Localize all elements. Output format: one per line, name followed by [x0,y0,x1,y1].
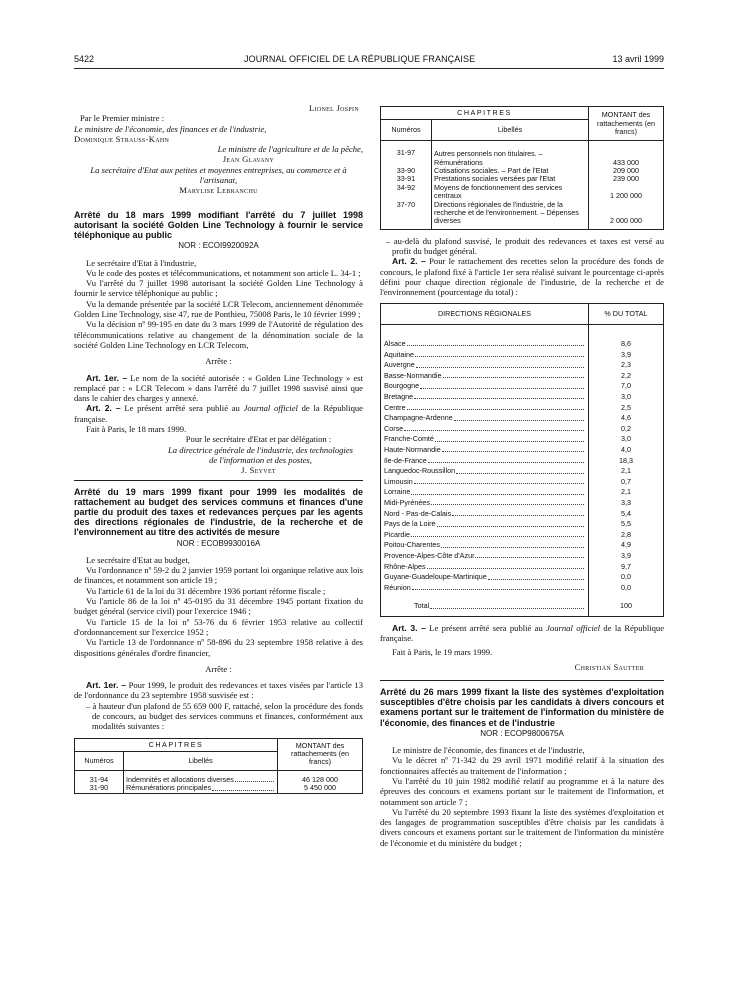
arrete-heading: Arrête : [205,663,232,674]
chapter-amount: 46 128 000 [278,770,363,784]
table-row [381,424,664,435]
col-header-label: Libellés [124,751,278,770]
table-row [381,561,664,572]
paragraph: Vu le décret nº 71-342 du 29 avril 1971 modifié relatif à la situation des fonctionnaires affectés au traitement de l'information ; [380,755,664,776]
signer-role: La directrice générale de l'industrie, des technologies de l'information et des postes, [167,444,354,465]
direction-name: Limousin [384,476,413,486]
left-column [74,103,363,794]
article-text: Pour 1999, le produit des redevances et taxes visées par l'article 13 de l'ordonnance du 23 septembre 1958 susvisée est : [74,680,363,701]
direction-percent: 2,1 [589,466,664,477]
chapter-label: Indemnités et allocations diverses [126,775,234,785]
direction-percent: 0,0 [589,572,664,583]
direction-name: Nord - Pas-de-Calais [384,508,452,518]
nor-reference: NOR : ECOI9920092A [178,241,259,251]
direction-percent: 3,9 [589,350,664,361]
table-row [381,413,664,424]
chapter-number: 31-94 [75,770,124,784]
table-row [381,540,664,551]
regional-directions-table [380,303,664,617]
direction-name: Basse-Normandie [384,370,442,380]
chapter-number: 31-97 [381,141,432,167]
direction-name: Provence-Alpes-Côte d'Azur [384,550,475,560]
col-header-percent: % DU TOTAL [589,303,664,324]
article-1 [74,373,363,404]
nor-reference: NOR : ECOB9930016A [176,538,261,548]
direction-percent: 3,0 [589,434,664,445]
done-at: Fait à Paris, le 18 mars 1999. [86,424,187,435]
decree-title: Arrêté du 19 mars 1999 fixant pour 1999 les modalités de rattachement au budget des services communs et finances d'une partie du produit des taxes et redevances perçues par les agents des directions régionales de l'industrie, de la recherche et de l'environnement au titre des activités de mesure [74,486,363,538]
article-2 [380,256,664,297]
signer-role: Le ministre de l'économie, des finances et de l'industrie, [74,123,267,134]
paragraph: Vu l'article 61 de la loi du 31 décembre 1936 portant réforme fiscale ; [86,585,326,596]
chapter-number: 37-70 [381,201,432,230]
journal-name: Journal officiel [546,622,601,633]
direction-percent: 4,9 [589,540,664,551]
chapter-label: Directions régionales de l'industrie, de la recherche et de l'environnement. – Dépenses diverses [432,201,589,230]
table-row [381,572,664,583]
nor-reference: NOR : ECOP9800675A [480,728,564,738]
paragraph: Vu l'article 15 de la loi nº 53-76 du 6 février 1953 relative au collectif d'ordonnancement sur l'exercice 1952 ; [74,616,363,637]
table-row [381,360,664,371]
direction-name: Picardie [384,529,410,539]
article-text: Le nom de la société autorisée : « Golden Line Technology » est remplacé par : « LCR Telecom » dans l'arrêté du 7 juillet 1998 susvisé ainsi que dans le cahier des charges y annexé. [74,372,364,404]
direction-name: Auvergne [384,360,415,370]
article-label: Art. 2. – [86,403,121,414]
direction-name: Bretagne [384,392,414,401]
direction-percent: 2,3 [589,360,664,371]
article-text: de la République française. [74,403,363,424]
direction-percent: 0,2 [589,424,664,435]
paragraph: Vu l'ordonnance nº 59-2 du 2 janvier 1959 portant loi organique relative aux lois de finances, et notamment son article 19 ; [74,565,363,586]
table-row [381,508,664,519]
direction-name: Guyane-Guadeloupe-Martinique [384,572,487,582]
paragraph: Le ministre de l'économie, des finances et de l'industrie, [392,745,585,756]
article-label: Art. 1er. – [86,372,128,383]
total-row [381,593,664,616]
direction-name: Alsace [384,339,406,349]
article-label: Art. 3. – [392,622,426,633]
section-separator [74,480,363,481]
direction-percent: 2,5 [589,403,664,414]
decree-title: Arrêté du 26 mars 1999 fixant la liste des systèmes d'exploitation susceptibles d'être choisis par les candidats à divers concours et examens portant sur le traitement de l'information du ministère de l'économie, des finances et de l'industrie [380,686,664,728]
chapter-amount: 5 450 000 [278,784,363,793]
direction-percent: 18,3 [589,455,664,466]
journal-name: Journal officiel [243,403,298,414]
page-number: 5422 [74,54,95,64]
delegation-intro: Pour le secrétaire d'Etat et par délégation : [185,434,332,445]
table-row [381,551,664,562]
signer-name: Marylise Lebranchu [179,185,258,196]
paragraph: Vu l'article 86 de la loi nº 45-0195 du 31 décembre 1945 portant fixation du budget général (service civil) pour l'exercice 1946 ; [74,596,363,617]
col-header-amount: MONTANT des rattachements (en francs) [278,738,363,770]
direction-percent: 0,7 [589,477,664,488]
article-text: Le présent arrêté sera publié au [124,403,240,414]
signature-intro: Par le Premier ministre : [80,113,165,124]
chapter-amount: 433 000 [589,141,664,167]
table-row [381,184,664,201]
paragraph: Le secrétaire d'Etat au budget, [86,554,190,565]
signer-name: Christian Sautter [574,661,644,672]
table-row [381,381,664,392]
article-label: Art. 1er. – [86,680,127,691]
paragraph: Le secrétaire d'Etat à l'industrie, [86,257,197,268]
direction-name: Lorraine [384,487,411,497]
chapter-number: 31-90 [75,784,124,793]
direction-name: Corse [384,423,404,433]
arrete-heading: Arrête : [205,356,232,367]
decree-title: Arrêté du 18 mars 1999 modifiant l'arrêté du 7 juillet 1998 autorisant la société Golden Line Technology à fournir le service téléphonique au public [74,209,363,241]
done-at: Fait à Paris, le 19 mars 1999. [392,647,493,658]
col-header-direction: DIRECTIONS RÉGIONALES [381,303,589,324]
chapter-label: Prestations sociales versées par l'Etat [432,175,589,183]
signer-role: La secrétaire d'Etat aux petites et moyennes entreprises, au commerce et à l'artisanat, [90,164,347,186]
table-row [381,141,664,167]
direction-name: Rhône-Alpes [384,561,426,571]
signer-role: Le ministre de l'agriculture et de la pêche, [217,144,363,155]
table-row [381,519,664,530]
paragraph: Vu l'article 13 de l'ordonnance nº 58-896 du 23 septembre 1958 relative à des dispositions générales d'ordre financier, [74,637,363,658]
col-header-number: Numéros [75,751,124,770]
total-label: Total [414,601,430,611]
table-row [381,445,664,456]
paragraph: Vu le code des postes et télécommunications, et notamment son article L. 34-1 ; [86,267,361,278]
article-1 [74,680,363,701]
direction-name: Bourgogne [384,381,420,391]
direction-percent: 4,6 [589,413,664,424]
direction-name: Franche-Comté [384,434,434,444]
table-row [381,466,664,477]
direction-name: Champagne-Ardenne [384,413,453,423]
direction-percent: 8,6 [589,324,664,349]
right-column [380,106,664,848]
direction-name: Haute-Normandie [384,444,441,454]
table-row [381,583,664,594]
signer-name: Jean Glavany [222,154,275,165]
direction-name: Ile-de-France [384,455,427,465]
article-3 [380,623,664,644]
journal-title: JOURNAL OFFICIEL DE LA RÉPUBLIQUE FRANÇAISE [244,54,476,64]
col-header-chapters: CHAPITRES [75,738,278,751]
table-row [381,477,664,488]
table-row [381,498,664,509]
table-row [381,487,664,498]
table-row [75,770,363,784]
signer-name: J. Seyvet [241,465,276,476]
table-row [381,392,664,403]
direction-percent: 2,8 [589,530,664,541]
table-row [381,371,664,382]
direction-percent: 2,2 [589,371,664,382]
paragraph: Vu l'arrêté du 7 juillet 1998 autorisant la société Golden Line Technology à fournir le service téléphonique au public ; [74,278,363,299]
chapter-amount: 239 000 [589,175,664,183]
direction-percent: 3,0 [589,392,664,403]
chapter-label: Cotisations sociales. – Part de l'Etat [432,167,589,175]
paragraph: Vu l'arrêté du 20 septembre 1993 fixant la liste des systèmes d'exploitation et des langages de programmation susceptibles d'être choisis par les candidats à divers concours et examens portant sur le traitement de l'information du ministère de l'économie et du ministère du budget ; [380,806,664,848]
article-2 [74,403,363,424]
chapter-label: Rémunérations principales [126,783,212,793]
paragraph: – au-delà du plafond susvisé, le produit des redevances et taxes est versé au profit du budget général. [386,235,664,257]
table-row [381,350,664,361]
direction-percent: 9,7 [589,561,664,572]
col-header-label: Libellés [432,120,589,141]
direction-name: Midi-Pyrénées [384,497,430,507]
table-row [75,784,363,793]
chapter-amount: 2 000 000 [589,201,664,230]
direction-name: Centre [384,402,406,412]
paragraph: Vu la demande présentée par la société LCR Telecom, anciennement dénommée Golden Line Technology, sise 47, rue de Ponthieu, 75008 Paris, le 10 février 1999 ; [74,298,363,320]
chapter-number: 34-92 [381,184,432,201]
col-header-number: Numéros [381,120,432,141]
direction-percent: 4,0 [589,445,664,456]
table-row [381,434,664,445]
article-text: Pour le rattachement des recettes selon la procédure des fonds de concours, le plafond fixé à l'article 1er sera réalisé suivant le pourcentage ci-après défini pour chaque direction régionale de l'industrie, de la recherche et de l'environnement (pourcentage du total) : [380,256,664,298]
article-label: Art. 2. – [392,256,426,267]
total-value: 100 [589,593,664,616]
direction-percent: 7,0 [589,381,664,392]
bullet-paragraph: – à hauteur d'un plafond de 55 659 000 F, rattaché, selon la procédure des fonds de concours, au budget des services communs et finances, conformément aux modalités suivantes : [86,700,363,732]
table-row [381,530,664,541]
direction-percent: 5,5 [589,519,664,530]
direction-percent: 5,4 [589,508,664,519]
chapter-amount: 1 200 000 [589,184,664,201]
chapters-table [74,738,363,794]
chapter-label: Moyens de fonctionnement des services centraux [432,184,589,201]
section-separator [380,680,664,681]
direction-name: Pays de la Loire [384,519,436,529]
chapter-number: 33-90 [381,167,432,175]
page-header [74,54,664,69]
table-row [381,324,664,349]
col-header-chapters: CHAPITRES [381,107,589,120]
article-text: Le présent arrêté sera publié au [429,622,543,633]
chapter-label: Autres personnels non titulaires. – Rémunérations [432,141,589,167]
chapter-number: 33-91 [381,175,432,183]
signer-name: Dominique Strauss-Kahn [74,133,170,144]
direction-percent: 3,3 [589,498,664,509]
table-row [381,201,664,230]
table-row [381,455,664,466]
article-text: de la République française. [380,622,665,644]
direction-percent: 0,0 [589,583,664,594]
chapters-table [380,106,664,230]
prime-minister-name: Lionel Jospin [309,103,359,113]
issue-date: 13 avril 1999 [612,54,664,64]
table-row [381,403,664,414]
paragraph: Vu l'arrêté du 10 juin 1982 modifié relatif au programme et à la nature des épreuves des concours et examens portant sur le traitement de l'information, et notamment son article 7 ; [380,775,664,807]
direction-name: Poitou-Charentes [384,540,440,550]
direction-name: Réunion [384,582,411,592]
chapter-amount: 209 000 [589,167,664,175]
paragraph: Vu la décision nº 99-195 en date du 3 mars 1999 de l'Autorité de régulation des télécommunications relative au changement de la dénomination sociale de la société Golden Line Technology en LCR Telecom, [74,319,363,350]
direction-name: Aquitaine [384,349,414,359]
direction-percent: 2,1 [589,487,664,498]
direction-percent: 3,9 [589,551,664,562]
col-header-amount: MONTANT des rattachements (en francs) [589,107,664,141]
direction-name: Languedoc-Roussillon [384,466,456,476]
